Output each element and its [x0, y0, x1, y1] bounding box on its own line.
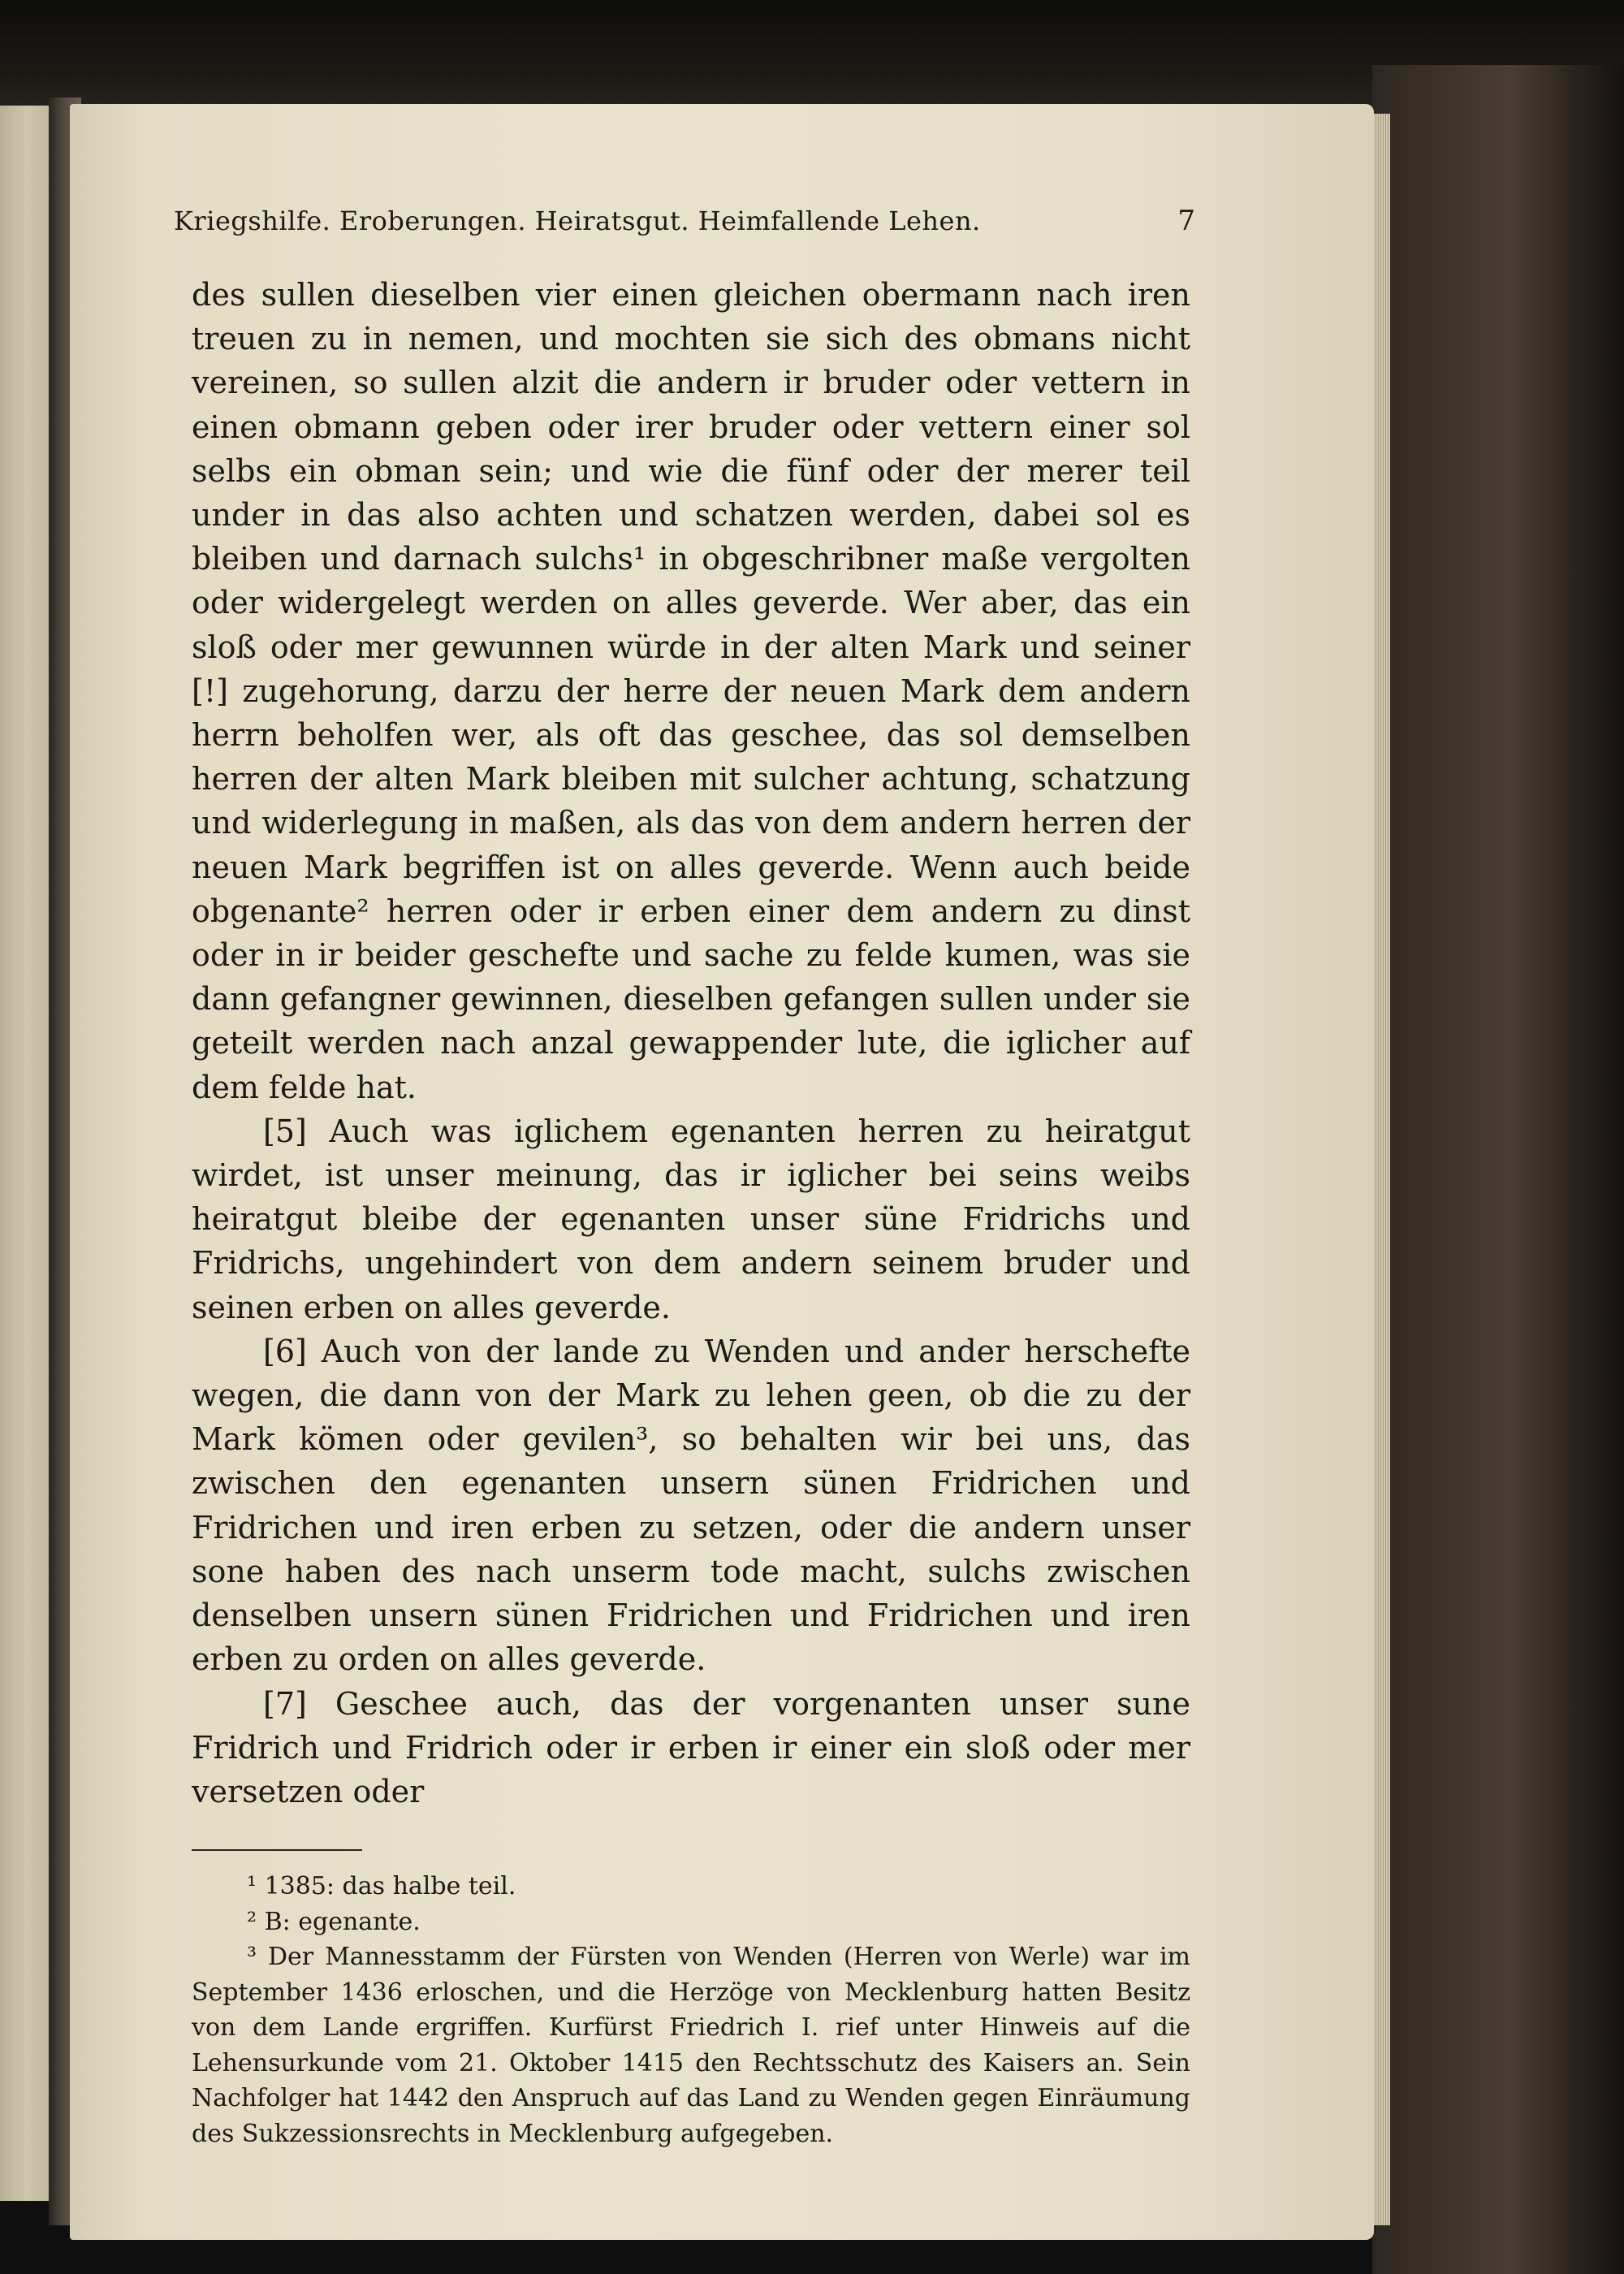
page-stack-edges [1374, 114, 1390, 2225]
footnote-2: ² B: egenante. [247, 1907, 421, 1936]
footnote-1: ¹ 1385: das halbe teil. [247, 1872, 516, 1901]
footnote-divider [192, 1849, 362, 1851]
footnote-3: ³ Der Mannesstamm der Fürsten von Wenden (Herren von Werle) war im September 1436 erloschen, und die Herzöge von Mecklenburg hatten Besitz von dem Lande ergriffen. Kurfürst Friedrich I. rief unter Hinweis auf die Lehensurkunde vom 21. Oktober 1415 den Rechtsschutz des Kaisers an. Sein Nachfolger hat 1442 den Anspruch auf das Land zu Wenden gegen Einräumung des Sukzessionsrechts in Mecklenburg aufgegeben. [192, 1943, 1190, 2148]
page-content [174, 205, 1195, 2151]
page-number: 7 [1177, 205, 1195, 237]
body-text [192, 273, 1190, 1814]
paragraph-5: [5] Auch was iglichem egenanten herren zu heiratgut wirdet, ist unser meinung, das ir iglicher bei seins weibs heiratgut bleibe der egenanten unser süne Fridrichs und Fridrichs, ungehindert von dem andern seinem bruder und seinen erben on alles geverde. [192, 1113, 1190, 1325]
paragraph-6: [6] Auch von der lande zu Wenden und ander herschefte wegen, die dann von der Mark zu lehen geen, ob die zu der Mark kömen oder gevilen³, so behalten wir bei uns, das zwischen den egenanten unsern sünen Fridrichen und Fridrichen und iren erben zu setzen, oder die andern unser sone haben des nach unserm tode macht, sulchs zwischen denselben unsern sünen Fridrichen und Fridrichen und iren erben zu orden on alles geverde. [192, 1333, 1190, 1678]
paragraph-continuation: des sullen dieselben vier einen gleichen obermann nach iren treuen zu in nemen, und mochten sie sich des obmans nicht vereinen, so sullen alzit die andern ir bruder oder vettern in einen obmann geben oder irer bruder oder vettern einer sol selbs ein obman sein; und wie die fünf oder der merer teil under in das also achten und schatzen werden, dabei sol es bleiben und darnach sulchs¹ in obgeschribner maße vergolten oder widergelegt werden on alles geverde. Wer aber, das ein sloß oder mer gewunnen würde in der alten Mark und seiner [!] zugehorung, darzu der herre der neuen Mark dem andern herrn beholfen wer, als oft das geschee, das sol demselben herren der alten Mark bleiben mit sulcher achtung, schatzung und widerlegung in maßen, als das von dem andern herren der neuen Mark begriffen ist on alles geverde. Wenn auch beide obgenante² herren oder ir erben einer dem andern zu dinst oder in ir beider geschefte und sache zu felde kumen, was sie dann gefangner gewinnen, dieselben gefangen sullen under sie geteilt werden nach anzal gewappender lute, die iglicher auf dem felde hat. [192, 277, 1190, 1105]
book-cover-right [1372, 65, 1624, 2274]
paragraph-7: [7] Geschee auch, das der vorgenanten unser sune Fridrich und Fridrich oder ir erben ir einer ein sloß oder mer versetzen oder [192, 1685, 1190, 1809]
footnotes [192, 1869, 1190, 2151]
running-title: Kriegshilfe. Eroberungen. Heiratsgut. Heimfallende Lehen. [174, 205, 981, 236]
running-header [174, 205, 1195, 250]
